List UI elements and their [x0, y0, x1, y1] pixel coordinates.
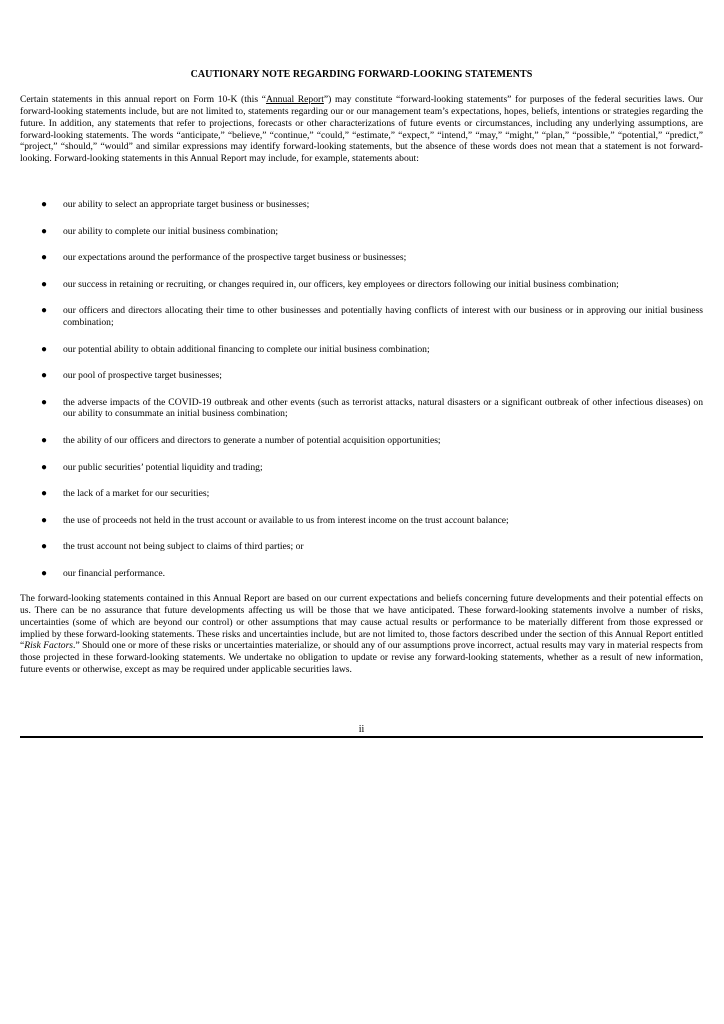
closing-text-rest: .” Should one or more of these risks or uncertainties materialize, or should any of our assumptions prove incorrect, actual results may vary in material respects from those projected in these forward-looking statements. We undertake no obligation to update or revise any forward-looking statements, whether as a result of new information, future events or otherwise, except as may be required under applicable securities laws.	[20, 640, 703, 676]
bullet-dot-icon: ●	[41, 343, 48, 355]
bullet-dot-icon: ●	[41, 567, 48, 579]
bullet-dot-icon: ●	[41, 514, 48, 526]
bullet-dot-icon: ●	[41, 370, 48, 381]
list-item-text: our financial performance.	[63, 567, 166, 579]
bullet-dot-icon: ●	[41, 305, 48, 316]
closing-text-start: The forward-looking statements contained in this Annual Report are based on our current expectations and beliefs concerning future developments and their potential effects on us. There can be no assurance that future developments affecting us will be those that we have anticipated. These forward-looking statements involve a number of risks, uncertainties (some of which are beyond our control) or other assumptions that may cause actual results or performance to be materially different from those expressed or implied by these forward-looking statements. These risks and uncertainties include, but are not limited to, those factors described under the section of this Annual Report entitled “	[20, 593, 703, 652]
bullet-dot-icon: ●	[41, 461, 48, 473]
list-item-text: our expectations around the performance of the prospective target business or businesses;	[63, 252, 407, 263]
list-item-text: our officers and directors allocating their time to other businesses and potentially having conflicts of interest with our business or in approving our initial business combination;	[63, 305, 703, 328]
list-item-text: our public securities’ potential liquidity and trading;	[63, 461, 263, 473]
bullet-dot-icon: ●	[41, 199, 48, 210]
list-item-text: the lack of a market for our securities;	[63, 488, 210, 499]
list-item-text: the adverse impacts of the COVID-19 outbreak and other events (such as terrorist attacks, natural disasters or a significant outbreak of other infectious diseases) on our ability to consummate an initial business combination;	[63, 396, 703, 420]
bullet-dot-icon: ●	[41, 435, 48, 446]
bullet-dot-icon: ●	[41, 225, 48, 237]
list-item-text: the trust account not being subject to claims of third parties; or	[63, 541, 304, 552]
list-item-text: the use of proceeds not held in the trust account or available to us from interest income on the trust account balance;	[63, 514, 509, 526]
page-number: ii	[358, 724, 365, 735]
closing-paragraph	[20, 593, 703, 676]
section-title: CAUTIONARY NOTE REGARDING FORWARD-LOOKING STATEMENTS	[190, 69, 533, 80]
intro-paragraph	[20, 94, 703, 165]
list-item-text: our ability to select an appropriate target business or businesses;	[63, 199, 310, 210]
list-item-text: the ability of our officers and directors to generate a number of potential acquisition opportunities;	[63, 435, 441, 446]
list-item-text: our ability to complete our initial business combination;	[63, 225, 279, 237]
page-bottom-rule	[20, 736, 703, 738]
risk-factors-reference: Risk Factors	[24, 640, 74, 652]
bullet-dot-icon: ●	[41, 396, 48, 408]
bullet-dot-icon: ●	[41, 252, 48, 263]
bullet-dot-icon: ●	[41, 278, 48, 290]
defined-term-annual-report: Annual Report	[265, 94, 324, 105]
list-item-text: our potential ability to obtain additional financing to complete our initial business combination;	[63, 343, 430, 355]
bullet-dot-icon: ●	[41, 541, 48, 552]
intro-text-rest: ”) may constitute “forward-looking statements” for purposes of the federal securities laws. Our forward-looking statements include, but are not limited to, statements regarding our or our management team’s expectations, hopes, beliefs, intentions or strategies regarding the future. In addition, any statements that refer to projections, forecasts or other characterizations of future events or circumstances, including any underlying assumptions, are forward-looking statements. The words “anticipate,” “believe,” “continue,” “could,” “estimate,” “expect,” “intend,” “may,” “might,” “plan,” “possible,” “potential,” “predict,” “project,” “should,” “would” and similar expressions may identify forward-looking statements, but the absence of these words does not mean that a statement is not forward-looking. Forward-looking statements in this Annual Report may include, for example, statements about:	[20, 94, 703, 165]
list-item-text: our success in retaining or recruiting, or changes required in, our officers, key employees or directors following our initial business combination;	[63, 278, 619, 290]
bullet-dot-icon: ●	[41, 488, 48, 499]
list-item-text: our pool of prospective target businesses;	[63, 370, 222, 381]
intro-text-start: Certain statements in this annual report on Form 10-K (this “	[20, 94, 266, 105]
